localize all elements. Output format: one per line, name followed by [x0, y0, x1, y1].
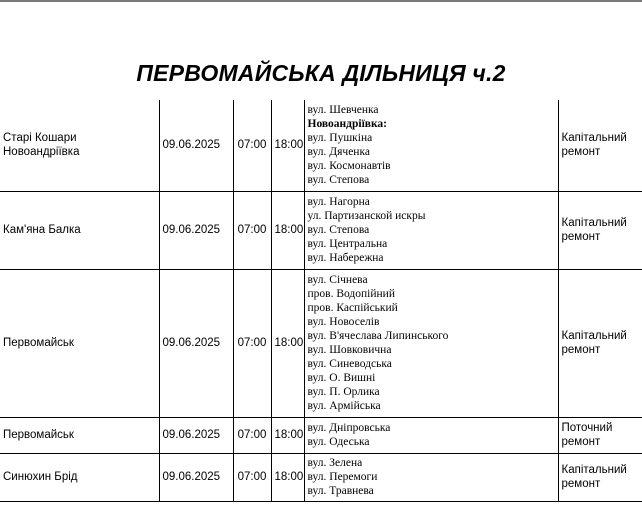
street-line: вул. Степова — [307, 174, 370, 187]
place-cell: Первомайськ — [0, 417, 159, 453]
schedule-body — [0, 100, 642, 501]
street-line: вул. Синеводська — [307, 358, 392, 370]
street-line: вул. Січнева — [307, 274, 368, 286]
street-line: вул. Шовковична — [307, 344, 392, 356]
street-line: вул. Дніпровська — [307, 422, 391, 434]
street-line: пров. Водопійний — [307, 288, 395, 300]
end-time-cell: 18:00 — [271, 269, 304, 417]
street-line: вул. Дяченка — [307, 146, 370, 159]
place-cell: Синюхин Брід — [0, 453, 159, 501]
date-cell: 09.06.2025 — [159, 191, 233, 269]
start-time-cell: 07:00 — [233, 417, 271, 453]
work-type-cell: Поточний ремонт — [558, 417, 642, 453]
street-line: вул. Набережна — [307, 252, 384, 264]
street-line: вул. Травнева — [307, 485, 374, 497]
street-line: вул. Степова — [307, 224, 370, 236]
end-time-cell: 18:00 — [271, 191, 304, 269]
work-type-cell: Капітальний ремонт — [558, 453, 642, 501]
table-row — [0, 453, 642, 501]
street-line: вул. Новоселів — [307, 316, 380, 328]
top-divider — [0, 0, 642, 2]
start-time-cell: 07:00 — [233, 453, 271, 501]
schedule-table — [0, 100, 642, 502]
end-time-cell: 18:00 — [271, 417, 304, 453]
street-line: вул. Пушкіна — [307, 132, 373, 145]
street-line: вул. Центральна — [307, 238, 388, 250]
table-row — [0, 417, 642, 453]
street-line: вул. В'ячеслава Липинського — [307, 330, 449, 342]
page-title: ПЕРВОМАЙСЬКА ДІЛЬНИЦЯ ч.2 — [136, 60, 506, 86]
street-line: вул. П. Орлика — [307, 386, 380, 398]
streets-cell — [304, 417, 558, 453]
end-time-cell: 18:00 — [271, 453, 304, 501]
street-line: вул. Нагорна — [307, 196, 370, 208]
street-line: вул. Зелена — [307, 457, 363, 469]
place-cell: Кам'яна Балка — [0, 191, 159, 269]
street-line: Новоандріївка: — [307, 118, 388, 131]
street-line: вул. О. Вишні — [307, 372, 376, 384]
street-line: вул. Перемоги — [307, 471, 378, 483]
work-type-cell: Капітальний ремонт — [558, 100, 642, 191]
streets-cell — [304, 269, 558, 417]
work-type-cell: Капітальний ремонт — [558, 269, 642, 417]
end-time-cell: 18:00 — [271, 100, 304, 191]
street-line: вул. Армійська — [307, 400, 381, 412]
start-time-cell: 07:00 — [233, 269, 271, 417]
table-row — [0, 269, 642, 417]
street-line: вул. Шевченка — [307, 104, 379, 117]
date-cell: 09.06.2025 — [159, 417, 233, 453]
street-line: ул. Партизанской искры — [307, 210, 426, 222]
street-line: пров. Каспійський — [307, 302, 398, 314]
start-time-cell: 07:00 — [233, 100, 271, 191]
work-type-cell: Капітальний ремонт — [558, 191, 642, 269]
street-line: вул. Одеська — [307, 436, 370, 448]
street-line: вул. Космонавтів — [307, 160, 391, 173]
table-row — [0, 191, 642, 269]
streets-cell — [304, 100, 558, 191]
date-cell: 09.06.2025 — [159, 269, 233, 417]
place-cell: Старі Кошари Новоандріївка — [0, 100, 159, 191]
start-time-cell: 07:00 — [233, 191, 271, 269]
streets-cell — [304, 453, 558, 501]
date-cell: 09.06.2025 — [159, 100, 233, 191]
table-row — [0, 100, 642, 191]
place-cell: Первомайськ — [0, 269, 159, 417]
date-cell: 09.06.2025 — [159, 453, 233, 501]
streets-cell — [304, 191, 558, 269]
